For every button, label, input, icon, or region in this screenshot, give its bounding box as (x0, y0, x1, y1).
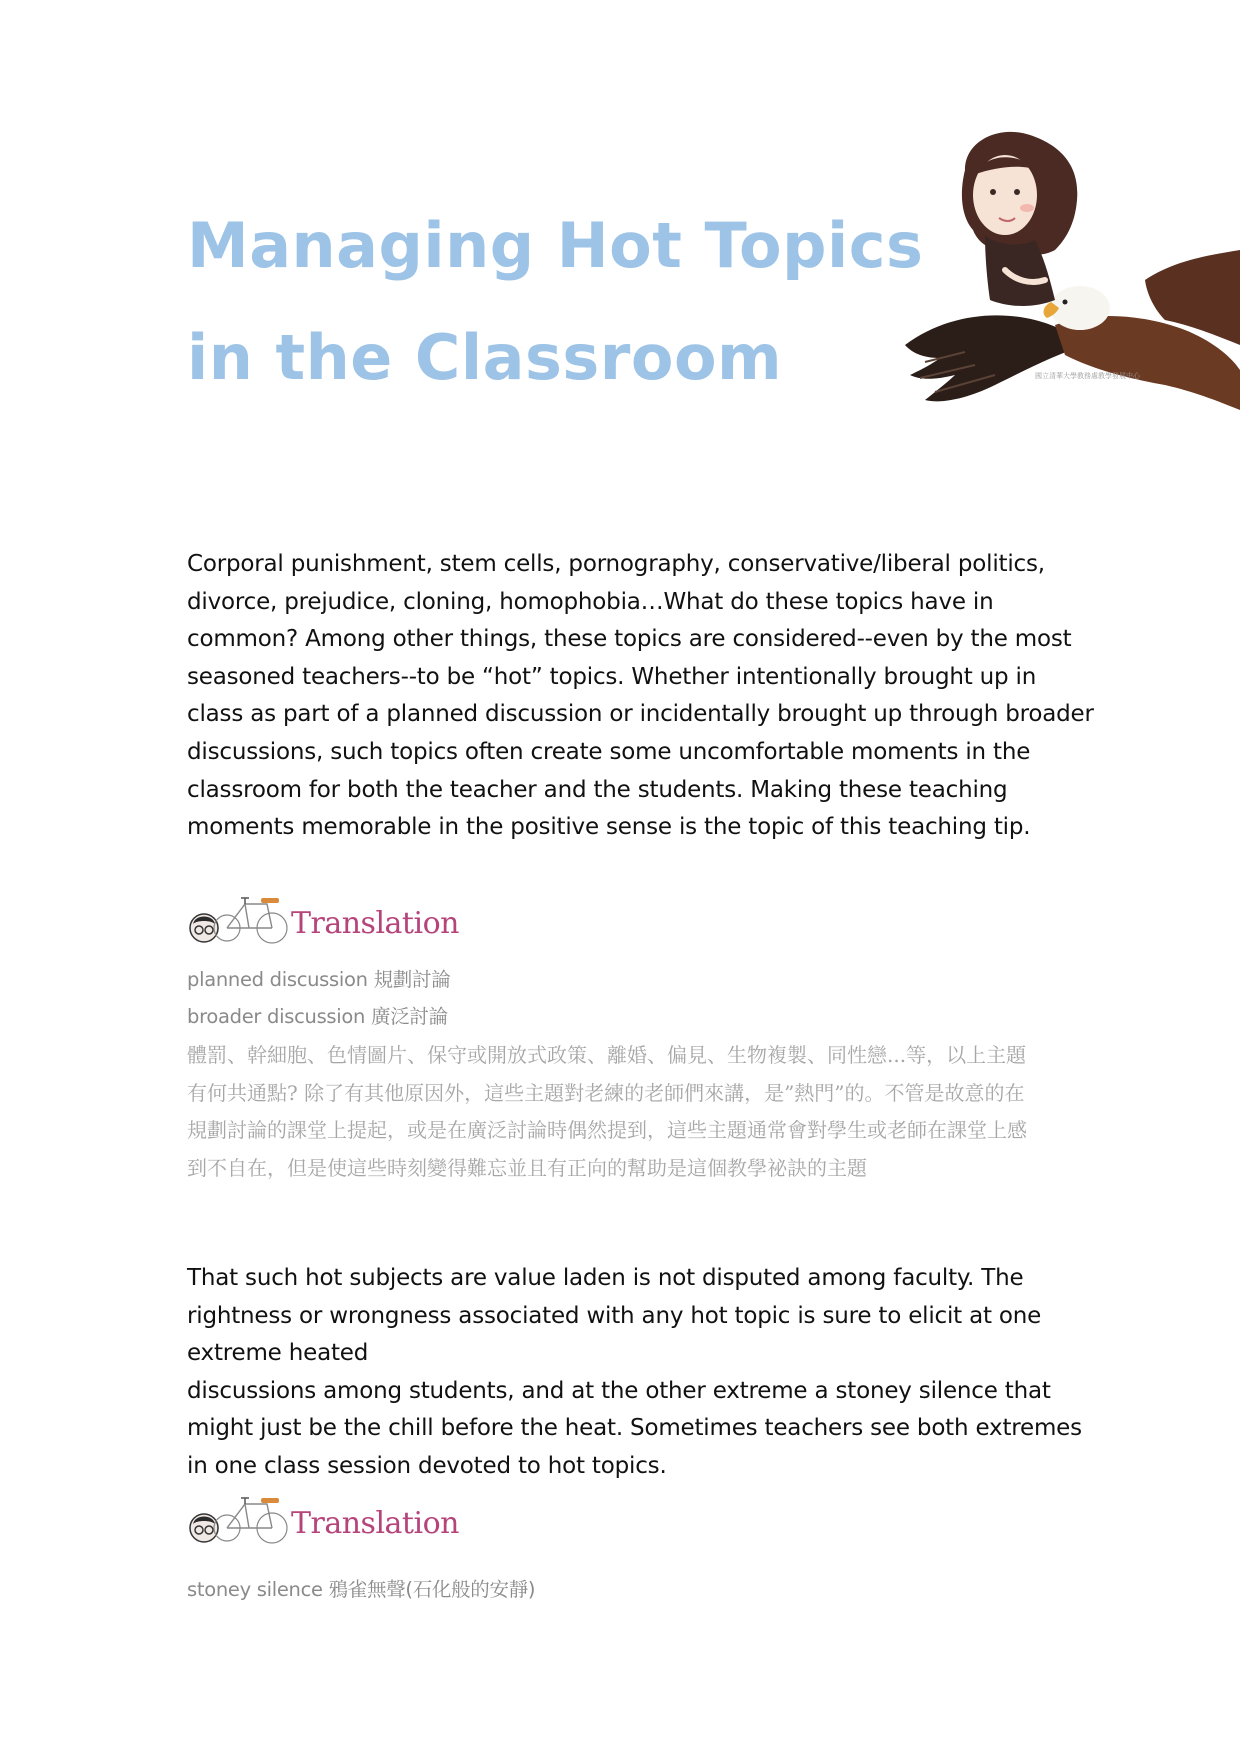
page-title-line-1: Managing Hot Topics (187, 209, 924, 282)
glossary-item: stoney silence 鴉雀無聲(石化般的安靜) (187, 1578, 536, 1601)
girl-left-eye (990, 189, 996, 195)
illustration-caption: 國立清華大學教務處教學發展中心 (1035, 372, 1140, 380)
chinese-translation-line: 體罰、幹細胞、色情圖片、保守或開放式政策、離婚、偏見、生物複製、同性戀...等，以上主題 (187, 1043, 1027, 1067)
chinese-translation-block (187, 1037, 1067, 1187)
eagle-eye (1063, 300, 1068, 305)
girl-cheek (1020, 204, 1034, 212)
chinese-translation-line: 到不自在，但是使這些時刻變得難忘並且有正向的幫助是這個教學祕訣的主題 (187, 1155, 867, 1180)
body-line: extreme heated (187, 1340, 369, 1367)
translation-logo-label: Translation (291, 1506, 459, 1541)
body-line: might just be the chill before the heat. Sometimes teachers see both extremes (187, 1415, 1082, 1442)
intro-line: class as part of a planned discussion or incidentally brought up through broader (187, 701, 1094, 728)
intro-line: discussions, such topics often create some uncomfortable moments in the (187, 738, 1031, 765)
chinese-translation-line: 有何共通點? 除了有其他原因外，這些主題對老練的老師們來講，是”熱門”的。不管是故意的在 (187, 1080, 1025, 1105)
intro-line: common? Among other things, these topics are considered--even by the most (187, 626, 1072, 653)
intro-line: seasoned teachers--to be “hot” topics. Whether intentionally brought up in (187, 663, 1037, 690)
chinese-translation-line: 規劃討論的課堂上提起，或是在廣泛討論時偶然提到，這些主題通常會對學生或老師在課堂上感 (187, 1118, 1027, 1142)
intro-paragraph (187, 546, 1094, 847)
body-line: discussions among students, and at the other extreme a stoney silence that (187, 1377, 1051, 1404)
value-laden-paragraph (187, 1260, 1082, 1486)
translation-logo (187, 884, 459, 950)
glossary-item: planned discussion 規劃討論 (187, 968, 451, 991)
intro-line: Corporal punishment, stem cells, pornography, conservative/liberal politics, (187, 551, 1045, 577)
intro-line: divorce, prejudice, cloning, homophobia…What do these topics have in (187, 588, 994, 615)
translation-logo-label: Translation (291, 906, 459, 941)
intro-line: classroom for both the teacher and the students. Making these teaching (187, 776, 1008, 803)
body-line: rightness or wrongness associated with any hot topic is sure to elicit at one (187, 1302, 1042, 1329)
translation-logo (187, 1484, 459, 1550)
page-title-line-2: in the Classroom (187, 321, 783, 394)
bicycle-avatar-icon (187, 884, 297, 950)
intro-line: moments memorable in the positive sense is the topic of this teaching tip. (187, 814, 1031, 841)
girl-eagle-drawing (905, 130, 1240, 440)
bicycle-avatar-icon (187, 1484, 297, 1550)
body-line: in one class session devoted to hot topics. (187, 1452, 667, 1479)
girl-riding-eagle-illustration (905, 130, 1240, 440)
glossary-item: broader discussion 廣泛討論 (187, 1005, 448, 1028)
body-line: That such hot subjects are value laden is not disputed among faculty. The (187, 1265, 1024, 1291)
girl-right-eye (1014, 189, 1020, 195)
